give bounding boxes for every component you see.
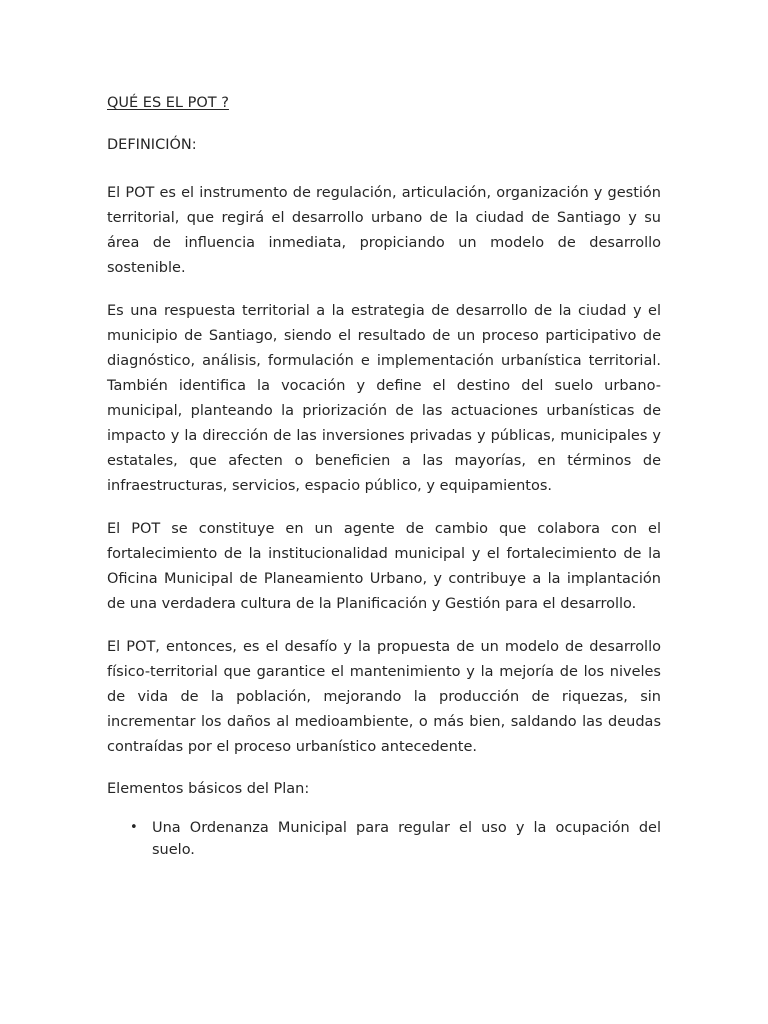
paragraph-2: Es una respuesta territorial a la estrategia de desarrollo de la ciudad y el municipio de Santiago, siendo el resultado de un proceso participativo de diagnóstico, análisis, formulación e implementación urbanística territorial. También identifica la vocación y define el destino del suelo urbano-municipal, planteando la priorización de las actuaciones urbanísticas de impacto y la dirección de las inversiones privadas y públicas, municipales y estatales, que afecten o beneficien a las mayorías, en términos de infraestructuras, servicios, espacio público, y equipamientos. xyxy=(107,303,661,494)
paragraph-4: El POT, entonces, es el desafío y la propuesta de un modelo de desarrollo físico-territorial que garantice el mantenimiento y la mejoría de los niveles de vida de la población, mejorando la producción de riquezas, sin incrementar los daños al medioambiente, o más bien, saldando las deudas contraídas por el proceso urbanístico antecedente. xyxy=(107,639,661,755)
document-page xyxy=(107,93,661,861)
document-title: QUÉ ES EL POT ? xyxy=(107,95,229,111)
elements-list xyxy=(107,817,661,861)
bullet-icon: • xyxy=(130,820,138,835)
section-heading-definicion: DEFINICIÓN: xyxy=(107,137,197,153)
list-item xyxy=(107,817,661,861)
list-item-text: Una Ordenanza Municipal para regular el uso y la ocupación del suelo. xyxy=(152,820,661,858)
list-intro: Elementos básicos del Plan: xyxy=(107,781,310,797)
paragraph-3: El POT se constituye en un agente de cambio que colabora con el fortalecimiento de la institucionalidad municipal y el fortalecimiento de la Oficina Municipal de Planeamiento Urbano, y contribuye a la implantación de una verdadera cultura de la Planificación y Gestión para el desarrollo. xyxy=(107,521,661,612)
paragraph-1: El POT es el instrumento de regulación, articulación, organización y gestión territorial, que regirá el desarrollo urbano de la ciudad de Santiago y su área de influencia inmediata, propiciando un modelo de desarrollo sostenible. xyxy=(107,185,661,276)
